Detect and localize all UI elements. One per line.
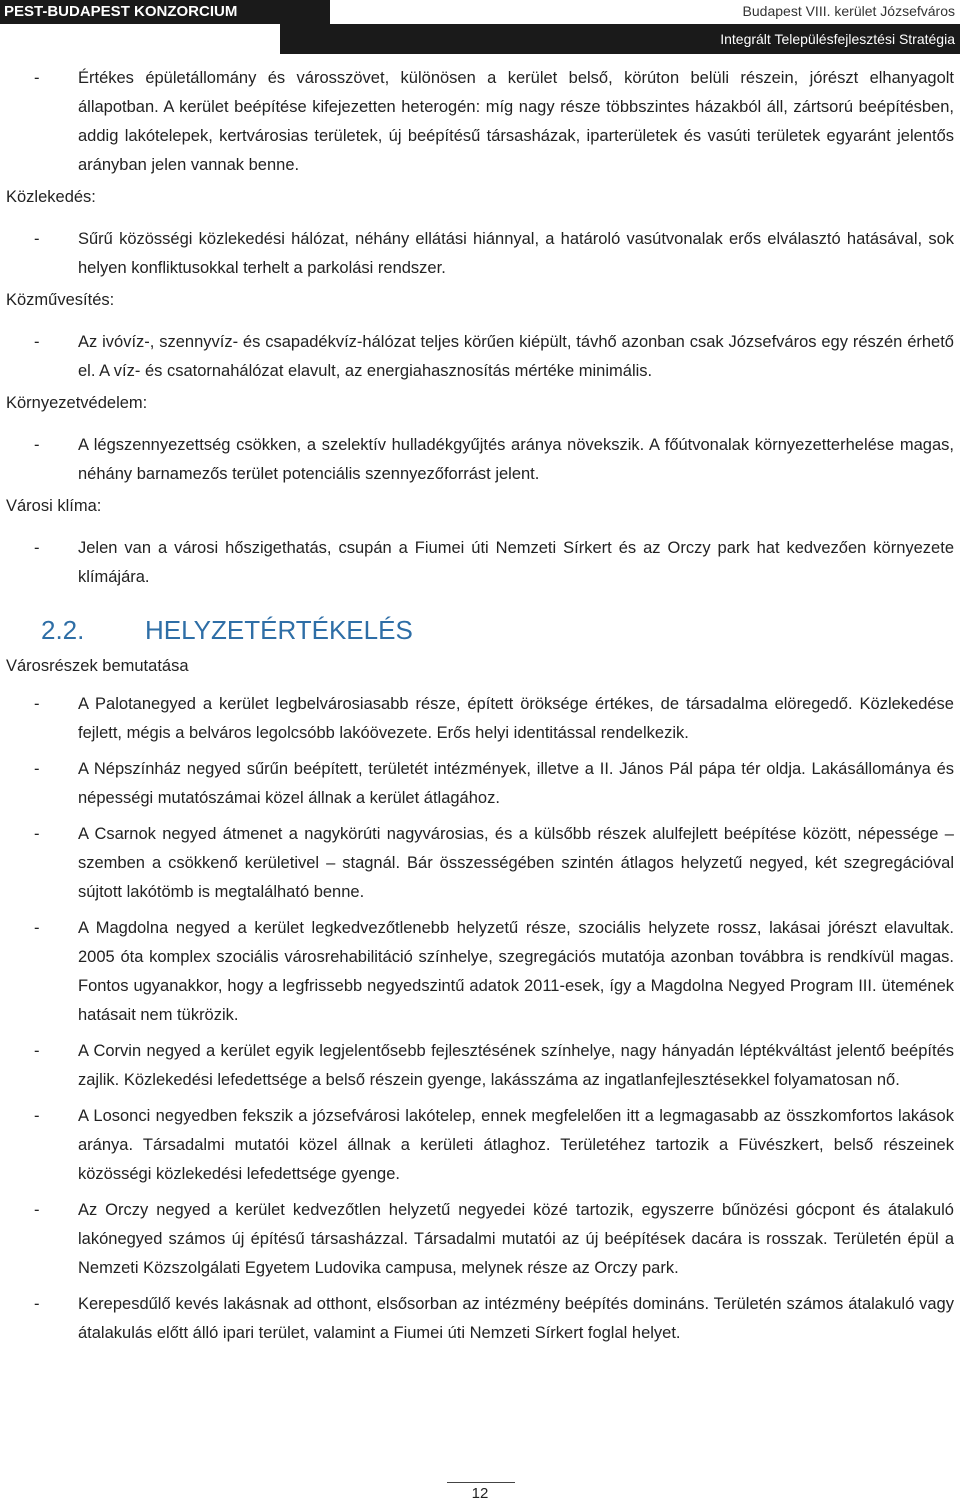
district-text: A Magdolna negyed a kerület legkedvezőtlenebb helyzetű része, szociális helyzete rossz, lakásai jórészt elavultak. 2005 óta komplex szociális városrehabilitáció színhelye, szegregációs mutatója azonban továbbra is rendkívül magas. Fontos ugyanakkor, hogy a legfrissebb negyedszintű adatok 2011-esek, így a Magdolna Negyed Program III. ütemének hatásait nem tükrözik. xyxy=(78,919,954,1024)
list-dash: - xyxy=(34,1295,40,1313)
list-item xyxy=(6,1102,954,1189)
list-item xyxy=(6,914,954,1030)
list-item xyxy=(6,1037,954,1095)
block-item-kornyezetvedelem xyxy=(6,431,954,489)
section-heading xyxy=(6,612,954,648)
block-item-kozlekedes xyxy=(6,225,954,283)
list-item xyxy=(6,690,954,748)
list-item xyxy=(6,755,954,813)
list-dash: - xyxy=(34,1201,40,1219)
list-dash: - xyxy=(34,230,40,248)
district-text: A Corvin negyed a kerület egyik legjelentősebb fejlesztésének színhelye, nagy hányadán léptékváltást jelentő beépítés zajlik. Közlekedési lefedettsége a belső részein gyenge, lakásszáma az ingatlanfejlesztésekkel folyamatosan nő. xyxy=(78,1042,954,1089)
block-text: Az ivóvíz-, szennyvíz- és csapadékvíz-hálózat teljes körűen kiépült, távhő azonban csak Józsefváros egy részén érhető el. A víz- és csatornahálózat elavult, az energiahasznosítás mértéke minimális. xyxy=(78,333,954,380)
block-label-kozmuvesites: Közművesítés: xyxy=(6,291,115,309)
section-number: 2.2. xyxy=(41,615,85,645)
district-text: A Csarnok negyed átmenet a nagykörúti nagyvárosias, és a külsőbb részek alulfejlett beépítése között, népessége – szemben a csökkenő kerületivel – stagnál. Bár összességében szintén átlagos helyzetű negyed, két szegregációval sújtott lakótömb is megtalálható benne. xyxy=(78,825,954,901)
block-item-kozmuvesites xyxy=(6,328,954,386)
list-item xyxy=(6,820,954,907)
list-dash: - xyxy=(34,436,40,454)
footer-divider xyxy=(447,1482,515,1483)
block-label-kozlekedes: Közlekedés: xyxy=(6,188,96,206)
block-item-varosi-klima xyxy=(6,534,954,592)
district-text: A Palotanegyed a kerület legbelvárosiasabb része, épített öröksége értékes, de társadalma elöregedő. Közlekedése fejlett, mégis a belváros legolcsóbb lakóövezete. Erős helyi identitással rendelkezik. xyxy=(78,695,954,742)
district-text: Kerepesdűlő kevés lakásnak ad otthont, elsősorban az intézmény beépítés domináns. Területén számos átalakuló vagy átalakulás előtt álló ipari terület, valamint a Fiumei úti Nemzeti Sírkert foglal helyet. xyxy=(78,1295,954,1342)
list-dash: - xyxy=(34,1042,40,1060)
intro-text: Értékes épületállomány és városszövet, különösen a kerület belső, körúton belüli részein, jórészt elhanyagolt állapotban. A kerület beépítése kifejezetten heterogén: míg nagy része többszintes házakból áll, zártsorú beépítésben, addig lakótelepek, kertvárosias területek, új beépítésű társasházak, iparterületek és vasúti területek egyaránt jelentős arányban jelen vannak benne. xyxy=(78,69,954,174)
list-dash: - xyxy=(34,539,40,557)
document-body xyxy=(6,64,954,1355)
list-dash: - xyxy=(34,1107,40,1125)
list-dash: - xyxy=(34,919,40,937)
header-document-title: Integrált Településfejlesztési Stratégia xyxy=(280,24,960,54)
block-text: A légszennyezettség csökken, a szelektív hulladékgyűjtés aránya növekszik. A főútvonalak környezetterhelése magas, néhány barnamezős terület potenciális szennyezőforrást jelent. xyxy=(78,436,954,483)
list-dash: - xyxy=(34,825,40,843)
block-text: Jelen van a városi hőszigethatás, csupán a Fiumei úti Nemzeti Sírkert és az Orczy park hat kedvezően környezete klímájára. xyxy=(78,539,954,586)
block-label-kornyezetvedelem: Környezetvédelem: xyxy=(6,394,148,412)
page-header xyxy=(0,0,960,54)
list-item xyxy=(6,1290,954,1348)
block-label-varosi-klima: Városi klíma: xyxy=(6,497,102,515)
subsection-heading: Városrészek bemutatása xyxy=(6,657,189,675)
intro-list-item xyxy=(6,64,954,180)
block-text: Sűrű közösségi közlekedési hálózat, néhány ellátási hiánnyal, a határoló vasútvonalak erős elválasztó hatásával, sok helyen konfliktusokkal terhelt a parkolási rendszer. xyxy=(78,230,954,277)
list-dash: - xyxy=(34,333,40,351)
section-title: HELYZETÉRTÉKELÉS xyxy=(145,615,413,645)
district-text: A Losonci negyedben fekszik a józsefvárosi lakótelep, ennek megfelelően itt a legmagasabb az összkomfortos lakások aránya. Társadalmi mutatói közel állnak a kerületi átlaghoz. Területéhez tartozik a Füvészkert, belső részeinek közösségi közlekedési lefedettsége gyenge. xyxy=(78,1107,954,1183)
district-text: Az Orczy negyed a kerület kedvezőtlen helyzetű negyedei közé tartozik, egyszerre bűnözési gócpont és átalakuló lakónegyed számos új építésű társasházzal. Társadalmi mutatói az új beépítések dacára is rosszak. Területén épül a Nemzeti Közszolgálati Egyetem Ludovika campusa, melynek része az Orczy park. xyxy=(78,1201,954,1277)
header-location: Budapest VIII. kerület Józsefváros xyxy=(742,3,955,19)
district-text: A Népszínház negyed sűrűn beépített, területét intézmények, illetve a II. János Pál pápa tér oldja. Lakásállománya és népességi mutatószámai közel állnak a kerület átlagához. xyxy=(78,760,954,807)
page-number: 12 xyxy=(471,1485,489,1502)
list-dash: - xyxy=(34,69,40,87)
list-dash: - xyxy=(34,760,40,778)
header-organization: PEST-BUDAPEST KONZORCIUM xyxy=(0,0,330,24)
list-item xyxy=(6,1196,954,1283)
list-dash: - xyxy=(34,695,40,713)
